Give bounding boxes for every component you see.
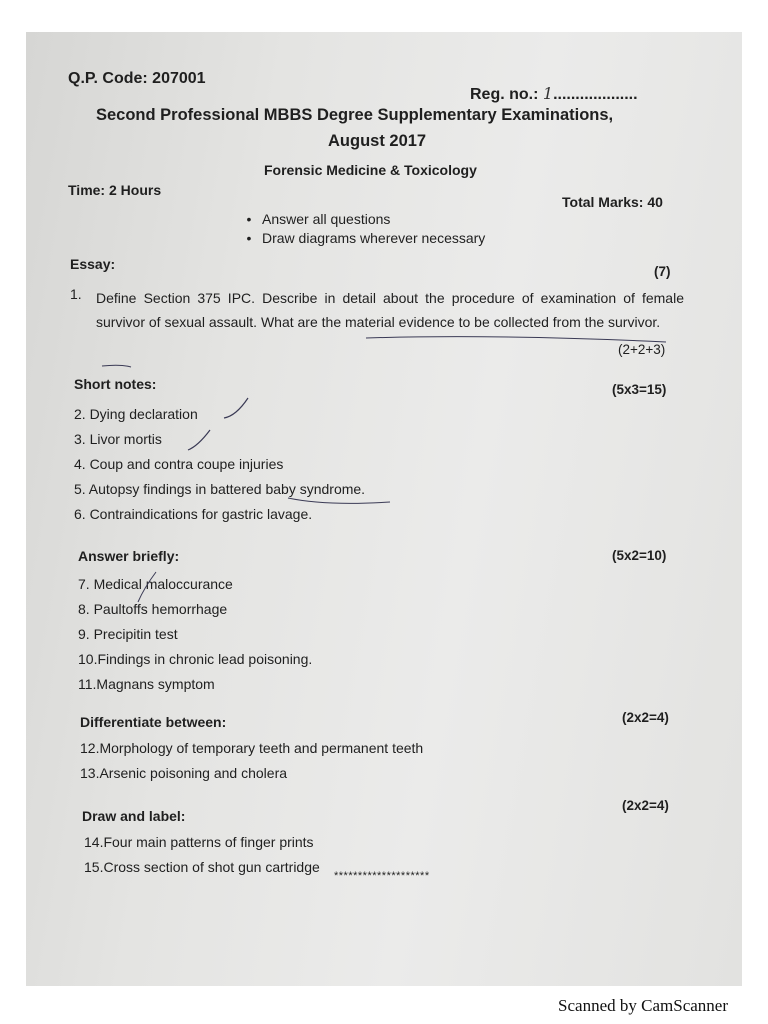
short-notes-heading: Short notes:	[74, 376, 157, 392]
reg-no-value: 1	[542, 84, 554, 103]
exam-title: Second Professional MBBS Degree Supplementary Examinations,	[96, 106, 614, 124]
underline-mark	[366, 337, 666, 342]
draw-label-marks: (2x2=4)	[622, 798, 669, 813]
answer-briefly-heading: Answer briefly:	[78, 548, 180, 564]
underline-mark	[102, 365, 131, 367]
reg-no-label: Reg. no.:	[470, 86, 539, 103]
exam-date: August 2017	[328, 132, 427, 150]
scanner-watermark: Scanned by CamScanner	[558, 996, 728, 1015]
pen-marks	[26, 32, 742, 986]
question-item: 4. Coup and contra coupe injuries	[74, 456, 284, 472]
differentiate-heading: Differentiate between:	[80, 714, 227, 730]
answer-briefly-marks: (5x2=10)	[612, 548, 667, 563]
tick-mark	[138, 572, 156, 602]
scanned-page	[26, 32, 742, 986]
question-item: 13.Arsenic poisoning and cholera	[80, 765, 288, 781]
essay-marks: (7)	[654, 264, 671, 279]
question-item: 8. Paultoffs hemorrhage	[78, 601, 228, 617]
differentiate-marks: (2x2=4)	[622, 710, 669, 725]
question-item: 14.Four main patterns of finger prints	[84, 834, 314, 850]
question-item: 10.Findings in chronic lead poisoning.	[78, 651, 313, 667]
question-item: 5. Autopsy findings in battered baby syndrome.	[74, 481, 366, 497]
question-item: 9. Precipitin test	[78, 626, 178, 642]
question-item: 3. Livor mortis	[74, 431, 162, 447]
underline-mark	[288, 498, 390, 503]
question-item: 6. Contraindications for gastric lavage.	[74, 506, 313, 522]
end-marker: ********************	[334, 870, 430, 882]
draw-label-heading: Draw and label:	[82, 808, 186, 824]
question-item: 15.Cross section of shot gun cartridge	[84, 859, 320, 875]
question-item: 7. Medical maloccurance	[78, 576, 233, 592]
instruction-item: • Draw diagrams wherever necessary	[236, 229, 485, 248]
total-marks: Total Marks: 40	[562, 194, 663, 210]
reg-no-dots: ...................	[553, 86, 638, 103]
essay-question: Define Section 375 IPC. Describe in detail about the procedure of examination of female survivor of sexual assault. What are the material evidence to be collected from the survivor.	[96, 290, 684, 330]
subject: Forensic Medicine & Toxicology	[264, 162, 477, 178]
essay-question-number: 1.	[70, 286, 82, 302]
essay-sub-marks: (2+2+3)	[618, 342, 666, 357]
essay-heading: Essay:	[70, 256, 116, 272]
question-item: 12.Morphology of temporary teeth and permanent teeth	[80, 740, 424, 756]
tick-mark	[188, 430, 210, 450]
qp-code: Q.P. Code: 207001	[68, 70, 206, 87]
instruction-item: • Answer all questions	[236, 210, 485, 229]
question-item: 11.Magnans symptom	[78, 676, 215, 692]
question-item: 2. Dying declaration	[74, 406, 198, 422]
short-notes-marks: (5x3=15)	[612, 382, 667, 397]
time-allowed: Time: 2 Hours	[68, 182, 162, 198]
tick-mark	[224, 398, 248, 418]
